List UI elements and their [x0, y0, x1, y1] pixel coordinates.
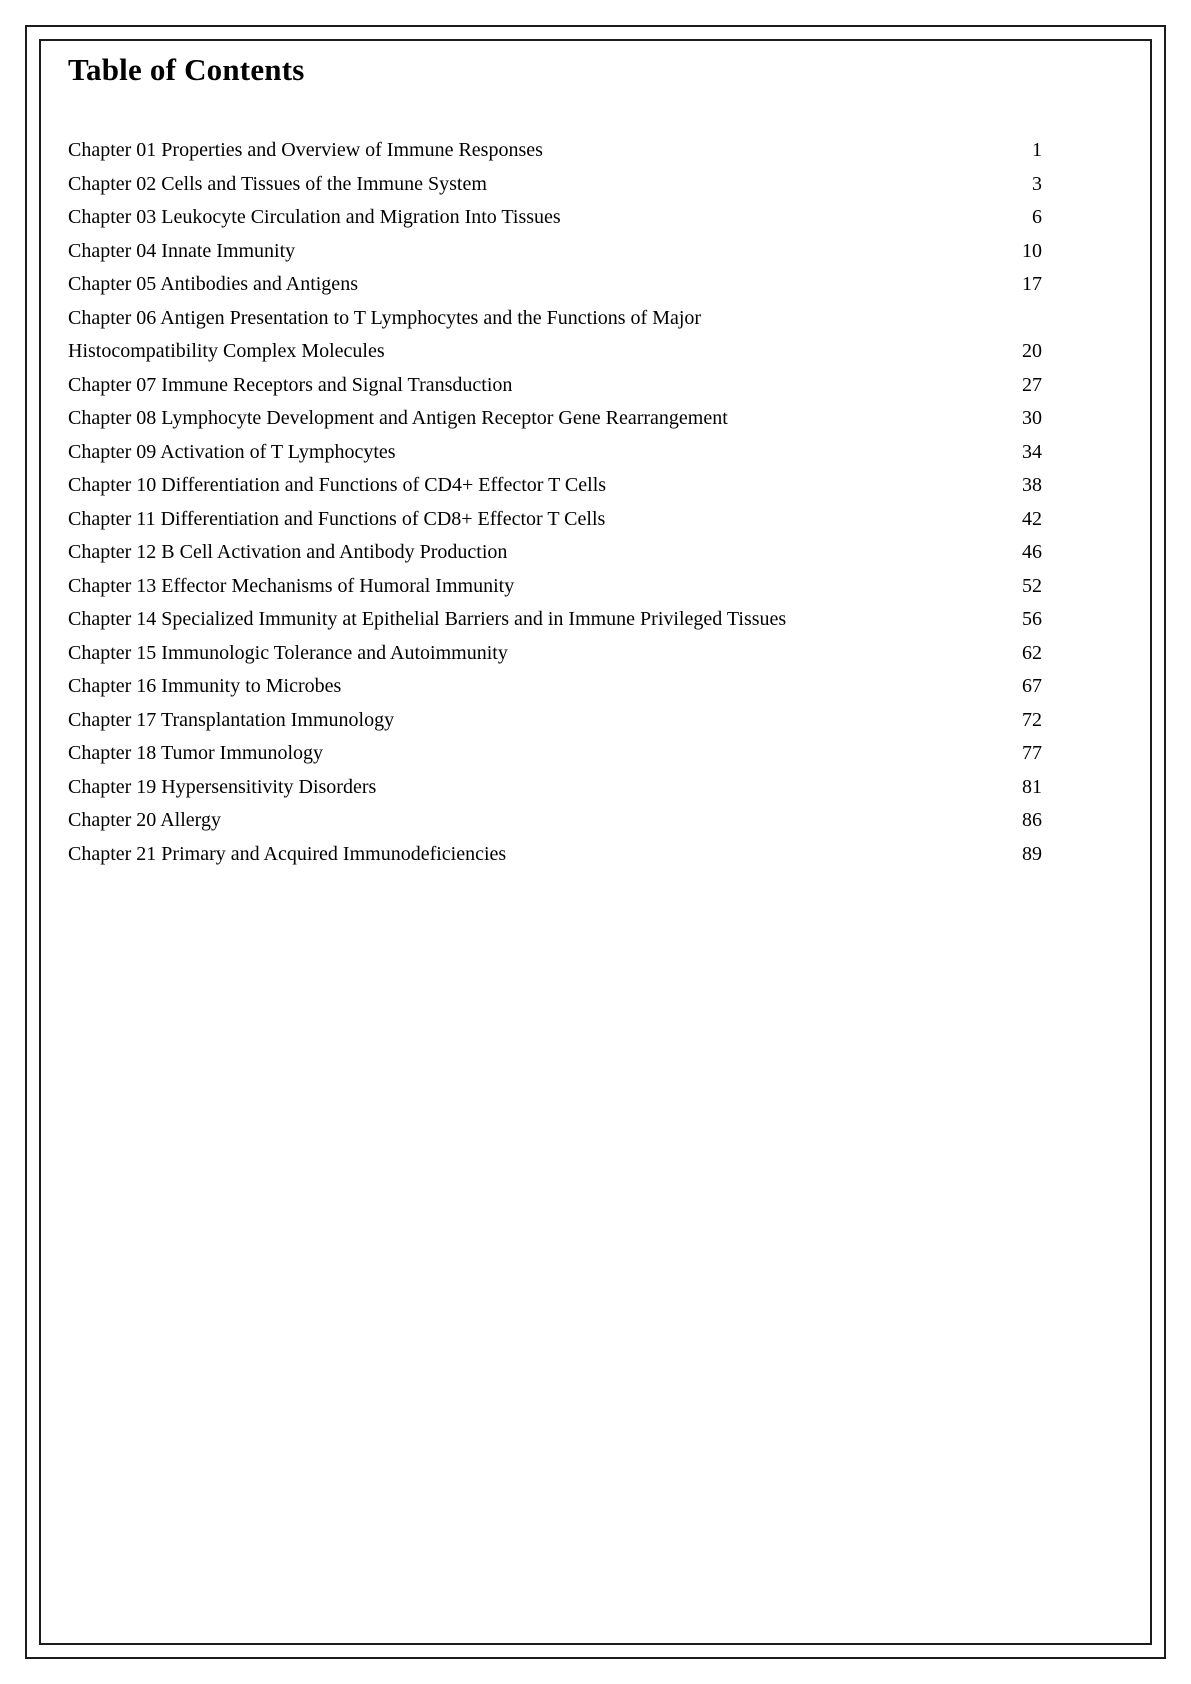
toc-row-text: Chapter 01 Properties and Overview of Immune Responses [68, 139, 543, 161]
toc-row-text: Chapter 09 Activation of T Lymphocytes [68, 440, 396, 463]
toc-row-page: 89 [1022, 842, 1042, 865]
toc-row [68, 637, 1042, 671]
toc-row-text: Chapter 11 Differentiation and Functions of CD8+ Effector T Cells [68, 507, 606, 530]
toc-row-text: Chapter 15 Immunologic Tolerance and Autoimmunity [68, 641, 508, 664]
toc-row [68, 804, 1042, 838]
toc-row-text: Chapter 18 Tumor Immunology [68, 742, 324, 764]
toc-row [68, 838, 1042, 872]
toc-row-page: 38 [1022, 474, 1042, 496]
toc-row-text: Chapter 16 Immunity to Microbes [68, 675, 342, 697]
toc-row [68, 603, 1042, 637]
toc-row-text: Chapter 06 Antigen Presentation to T Lymphocytes and the Functions of Major [68, 306, 702, 329]
document-page [68, 52, 1042, 871]
toc-row [68, 503, 1042, 537]
toc-row-page: 52 [1022, 574, 1042, 597]
toc-row [68, 704, 1042, 738]
toc-row [68, 737, 1042, 771]
toc-row-page: 77 [1022, 742, 1042, 764]
toc-row [68, 268, 1042, 302]
toc-row [68, 134, 1042, 168]
toc-row-text: Chapter 20 Allergy [68, 809, 221, 831]
toc-row-page: 30 [1022, 407, 1042, 429]
toc-row-page: 62 [1022, 641, 1042, 664]
toc-row-text: Chapter 12 B Cell Activation and Antibody Production [68, 541, 508, 563]
toc-row-page: 10 [1022, 239, 1042, 262]
toc-row-text: Chapter 03 Leukocyte Circulation and Migration Into Tissues [68, 206, 561, 228]
toc-list [68, 134, 1042, 871]
toc-row [68, 771, 1042, 805]
toc-row-page: 17 [1022, 273, 1042, 295]
toc-row-page: 3 [1032, 172, 1042, 195]
toc-row-text: Chapter 02 Cells and Tissues of the Immune System [68, 172, 487, 195]
toc-row-text: Chapter 19 Hypersensitivity Disorders [68, 775, 377, 798]
toc-row-page: 27 [1022, 373, 1042, 396]
toc-row-text: Chapter 17 Transplantation Immunology [68, 708, 395, 731]
toc-row [68, 402, 1042, 436]
toc-row [68, 536, 1042, 570]
toc-row [68, 369, 1042, 403]
toc-row-page: 6 [1032, 206, 1042, 228]
toc-row [68, 168, 1042, 202]
toc-row [68, 302, 1042, 336]
toc-row [68, 469, 1042, 503]
toc-row-page: 72 [1022, 708, 1042, 731]
toc-row-page: 86 [1022, 809, 1042, 831]
page-title: Table of Contents [68, 52, 305, 87]
toc-row-page: 56 [1022, 608, 1042, 630]
toc-row-text: Chapter 05 Antibodies and Antigens [68, 273, 358, 295]
toc-row-page: 20 [1022, 340, 1042, 362]
toc-row-text: Chapter 08 Lymphocyte Development and Antigen Receptor Gene Rearrangement [68, 407, 728, 429]
toc-row [68, 436, 1042, 470]
toc-row-text: Histocompatibility Complex Molecules [68, 340, 385, 362]
toc-row [68, 670, 1042, 704]
toc-row [68, 570, 1042, 604]
toc-row [68, 201, 1042, 235]
toc-row-page: 1 [1032, 139, 1042, 161]
toc-row-page: 46 [1022, 541, 1042, 563]
toc-row-text: Chapter 10 Differentiation and Functions of CD4+ Effector T Cells [68, 474, 607, 496]
toc-row [68, 335, 1042, 369]
toc-row-text: Chapter 04 Innate Immunity [68, 239, 296, 262]
toc-row-text: Chapter 21 Primary and Acquired Immunodeficiencies [68, 842, 507, 865]
toc-row-page: 81 [1022, 775, 1042, 798]
toc-row-page: 67 [1022, 675, 1042, 697]
toc-row-text: Chapter 13 Effector Mechanisms of Humoral Immunity [68, 574, 515, 597]
toc-row-text: Chapter 14 Specialized Immunity at Epithelial Barriers and in Immune Privileged Tissues [68, 608, 787, 630]
toc-row-page: 42 [1022, 507, 1042, 530]
toc-row-text: Chapter 07 Immune Receptors and Signal Transduction [68, 373, 513, 396]
toc-row-page: 34 [1022, 440, 1042, 463]
toc-row [68, 235, 1042, 269]
